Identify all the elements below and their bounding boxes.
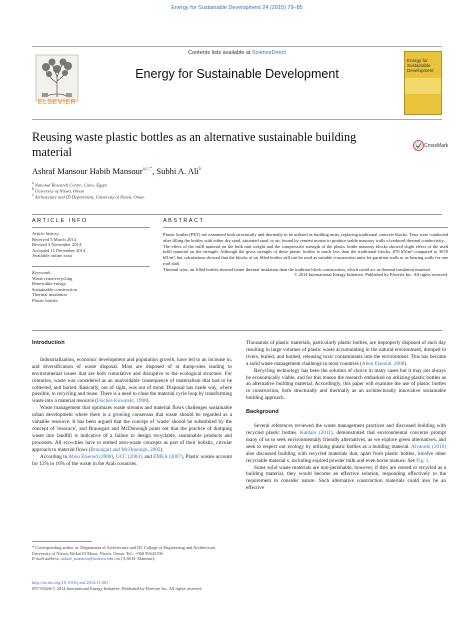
email-link[interactable]: ashraf_mansour@unizwa.edu.om (61, 556, 121, 562)
abstract-paragraph: Plastic bottles (PET) are examined both structurally and thermally to be utilized as building units, replacing traditional concrete blocks. Tests were conducted after filling the bottles with either dry sand, saturated sand, or air, bound by cement mortar to produce stable masonry walls of reduced thermal conductivity. (163, 232, 448, 243)
body-paragraph: Some solid waste materials are non-perishable, however, if they are reused or recycled as a building material, they would become an effective solution, responding effectively to the requirement to consider nature. Such alternative construction materials could also be an effective (246, 464, 446, 492)
abstract-copyright: © 2014 International Energy Initiative. Published by Elsevier Inc. All rights reserved. (293, 272, 448, 278)
abstract-paragraph: Thermal wise, air filled bottles showed better thermal insulation than the tradition block construction, which could act as thermal insulation material. (163, 266, 432, 272)
paragraph-text: ). (404, 360, 408, 367)
keyword: Waste reuse/recycling (32, 275, 73, 281)
author-name[interactable]: Ashraf Mansour Habib Mansour (32, 166, 143, 176)
footnote-rule (32, 541, 92, 542)
citation-link[interactable]: Katdare (2011) (300, 429, 333, 436)
journal-name[interactable]: Energy for Sustainable Development (135, 67, 339, 81)
issn-line: 0973-0826/© 2014 International Energy Initiative. Published by Elsevier Inc. All rights reserved. (32, 585, 203, 591)
contents-prefix: Contents lists available at (188, 50, 252, 56)
section-divider (32, 266, 150, 267)
email-label: E-mail address: (32, 556, 62, 562)
citation-link[interactable]: GCC (2004) (115, 453, 142, 460)
author-line: Ashraf Mansour Habib Mansour$^{a,c,*}$, Subhi A. Ali$^b$ (32, 166, 202, 176)
citation-link[interactable]: EMEA (2007) (153, 453, 183, 460)
body-paragraph (246, 340, 446, 368)
abstract-paragraph: The effect of the infill material on the bulk unit weight and the compressive strength of the plastic bottle masonry blocks showed slight effect of the used infill material on the strength. Although the gross strength of these plastic bottles is much less than the traditional blocks, 670 kN/m² compared to 3670 kN/m², but calculations showed that the blocks of air filled bottles still can be used as suitable construction units for partition walls or as bearing walls for one roof slab. (163, 243, 448, 266)
paragraph-text: also discussed building with recycled materials that, apart from plastic bottles, involve other recyclable material s, including expired powder milk and even horse manure. See (246, 450, 446, 464)
contents-line (32, 50, 442, 56)
keyword: Thermal insulation (32, 292, 67, 298)
affiliation-mark: b (32, 187, 34, 191)
affiliation-mark: a (32, 181, 34, 185)
history-item: Available online xxxx (32, 253, 73, 259)
paragraph-text: ). (160, 446, 164, 453)
author-marks[interactable]: b (198, 167, 202, 173)
crossmark-label: CrossMark (424, 143, 449, 149)
keywords-label: Keywords: (32, 270, 52, 275)
paragraph-text: Waste management that optimizes waste streams and material flows challenges sustainable urban development where there is a growing consensus that waste should be regarded as a valuable resource. It has been argued that the concept of 'waste' should be substituted by the concept of 'resource', and Braungart and McDonough point out that the practice of dumping waste into landfill is indicative of a failure to design recyclable, sustainable products and processes. All eco-cities have to embed zero-waste concepts as part of their holistic, circular approach to material flows ( (32, 405, 232, 453)
paragraph-text: Thousands of plastic materials, particularly plastic bottles, are improperly disposed of each day resulting in large volumes of plastic waste accumulating in the natural environment, dumped in rivers, buried, and burned, releasing toxic contaminants into the environment. This has become a solid waste management challenge in most countries ( (246, 340, 446, 367)
affiliation-text: Architecture and ID Department, University of Nizwa, Oman (34, 194, 145, 200)
crossmark-badge[interactable] (413, 136, 449, 154)
author-name[interactable]: Subhi A. Ali (156, 166, 199, 176)
paragraph-text: , Plastic wastes account for 12% to 16% of the waste in the Arab countries. (32, 453, 232, 467)
paragraph-text: ). (146, 398, 150, 405)
background-heading: Background (246, 409, 279, 416)
keywords (32, 270, 152, 304)
section-divider (32, 214, 442, 215)
intro-paragraph (32, 405, 232, 453)
abstract-body (163, 232, 448, 278)
paragraph-text: Several references reviewed the waste management practices and discussed building with recycled plastic bottles. (246, 423, 446, 436)
history-item: Accepted 11 December 2014 (32, 247, 86, 253)
citation-link[interactable]: Braungart and McDonough, 2002 (90, 446, 161, 453)
section-divider (32, 227, 150, 228)
abstract-heading: ABSTRACT (163, 218, 205, 224)
body-paragraph (246, 423, 446, 464)
intro-paragraph (32, 357, 232, 405)
article-title: Reusing waste plastic bottles as an alternative sustainable building material (32, 130, 357, 159)
intro-paragraph (32, 454, 232, 468)
section-divider (32, 330, 442, 331)
history-item: Revised 3 November 2014 (32, 242, 82, 248)
paragraph-text: , demonstrated that environmental concerns prompt many of us to seek environmentally friendly alternatives, as we explore green alternatives, and seek to respect our ecology by utilizing plastic bottles as a building material. (246, 429, 446, 450)
footnotes (32, 545, 232, 562)
paragraph-text: According to (40, 453, 69, 460)
affiliation-text: University of Nizwa, Oman (35, 188, 84, 194)
journal-header (32, 46, 442, 120)
crossmark-icon (413, 140, 424, 151)
cover-band (405, 78, 441, 94)
history-label: Article history: (32, 231, 60, 236)
article-info-heading: ARTICLE INFO (32, 218, 88, 224)
citation-link[interactable]: Abou Elseoud (2008) (68, 453, 114, 460)
article-history (32, 231, 152, 259)
journal-reference[interactable]: Energy for Sustainable Development 24 (2015) 79–85 (171, 5, 303, 11)
keyword: Sustainable construction (32, 286, 78, 292)
history-item: Received 5 March 2014 (32, 236, 77, 242)
paragraph-text: Industrialization, economic development and population growth, have led to an increase in, and diversification of waste disposal. Most are disposed of at dump-sites leading to environmental issues that are both cumulative and disruptive to the ecological structure. For centuries, waste was considered as an unavoidable consequence of materialism that had to be collected, and buried. Basically, out of sight, was out of mind. Disposal has made way, where possible, to recycling and reuse. There is a need to close the material cycle loop by transforming waste into a material resource ( (32, 356, 232, 405)
figure-link[interactable]: Fig. 1 (416, 457, 429, 464)
affiliation-text: National Research Centre, Cairo, Egypt (34, 182, 107, 188)
elsevier-wordmark: ELSEVIER (37, 99, 77, 106)
email-line (32, 556, 232, 562)
citation-link[interactable]: Abou Elseoud, 2008 (361, 360, 405, 367)
corresponding-author-note: * Corresponding author at: Department of Architecture and ID, College of Engineering and Architecture, University of Nizwa, Birkat El Mouz, Nizwa, Oman. Tel.: +968 99443196. (32, 545, 217, 556)
right-column (246, 340, 446, 492)
intro-heading: Introduction (32, 340, 65, 346)
body-paragraph: Recycling technology has been the solution of choice in many cases but it may not always be economically viable, and for this reason the research embarked on utilizing plastic bottles as an alternative building material. Accordingly, this paper will examine the use of plastic bottles in construction, both structurally and thermally as an architecturally innovative sustainable building approach. (246, 367, 446, 402)
paragraph-text: , and (141, 453, 154, 460)
publication-info (32, 580, 442, 591)
doi-link[interactable]: http://dx.doi.org/10.1016/j.esd.2014.11.001 (32, 580, 109, 585)
sciencedirect-link[interactable]: ScienceDirect (251, 50, 286, 56)
author-marks[interactable]: a,c,* (142, 167, 153, 173)
paragraph-text: , (113, 453, 116, 460)
section-divider (163, 227, 448, 228)
affiliation-mark: c (32, 193, 34, 197)
journal-cover-thumbnail[interactable] (404, 51, 442, 115)
keyword: Plastic bottles (32, 297, 58, 303)
email-suffix: (A.M.H. Mansour). (120, 556, 156, 562)
affiliation (32, 193, 145, 200)
citation-link[interactable]: Alvarado (2010) (411, 443, 446, 450)
left-column (32, 340, 232, 467)
keyword: Renewable energy (32, 281, 66, 287)
paragraph-text: . (428, 457, 430, 464)
cover-title: Energy for Sustainable Development (407, 58, 434, 73)
citation-link[interactable]: Fischer-Kowalski, 1998 (96, 398, 147, 405)
